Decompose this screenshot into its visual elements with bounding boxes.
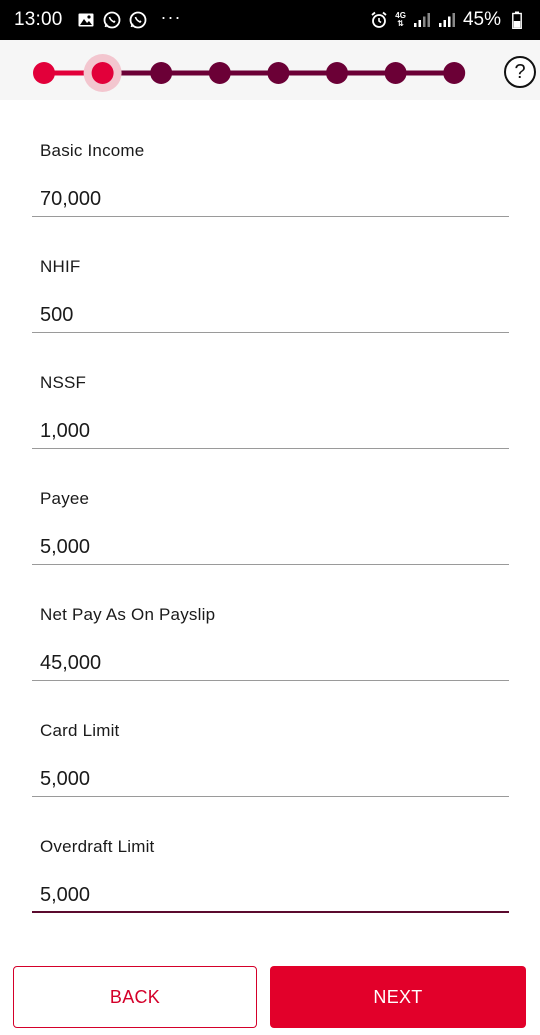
nssf-input[interactable] xyxy=(32,417,509,449)
overdraft-limit-field xyxy=(32,796,509,912)
battery-icon xyxy=(508,11,526,29)
status-bar xyxy=(0,0,540,40)
nssf-field xyxy=(32,332,509,448)
signal-icon xyxy=(413,11,431,29)
card-limit-label: Card Limit xyxy=(40,721,120,740)
status-time: 13:00 xyxy=(14,9,63,30)
whatsapp-icon xyxy=(129,11,147,29)
nssf-label: NSSF xyxy=(40,373,87,392)
alarm-icon xyxy=(370,11,388,29)
basic-income-input[interactable] xyxy=(32,185,509,217)
help-icon: ? xyxy=(514,60,526,83)
net-pay-field xyxy=(32,564,509,680)
signal-icon xyxy=(438,11,456,29)
nhif-field xyxy=(32,216,509,332)
card-limit-input[interactable] xyxy=(32,765,509,797)
help-button[interactable] xyxy=(504,56,536,88)
overdraft-limit-input[interactable] xyxy=(32,881,509,913)
next-button[interactable] xyxy=(270,966,526,1028)
stepper-dot-3 xyxy=(150,62,172,84)
stepper-dot-1 xyxy=(33,62,55,84)
payee-field xyxy=(32,448,509,564)
stepper-dot-4 xyxy=(209,62,231,84)
image-icon xyxy=(77,11,95,29)
more-notifications-icon: ··· xyxy=(160,6,182,27)
stepper-dot-5 xyxy=(267,62,289,84)
payee-label: Payee xyxy=(40,489,90,508)
next-button-label: NEXT xyxy=(373,986,423,1007)
basic-income-label: Basic Income xyxy=(40,141,145,160)
stepper-track xyxy=(0,40,500,100)
progress-stepper xyxy=(0,40,540,100)
stepper-dot-8 xyxy=(443,62,465,84)
back-button-label: BACK xyxy=(109,986,161,1007)
stepper-dot-6 xyxy=(326,62,348,84)
overdraft-limit-label: Overdraft Limit xyxy=(40,837,155,856)
nhif-input[interactable] xyxy=(32,301,509,333)
network-type-icon xyxy=(395,12,406,28)
stepper-dot-2 xyxy=(92,62,114,84)
net-pay-input[interactable] xyxy=(32,649,509,681)
network-type-label: 4G xyxy=(395,11,406,20)
net-pay-label: Net Pay As On Payslip xyxy=(40,605,216,624)
whatsapp-icon xyxy=(103,11,121,29)
battery-percent: 45% xyxy=(462,9,501,30)
back-button[interactable] xyxy=(13,966,257,1028)
payee-input[interactable] xyxy=(32,533,509,565)
data-arrows-icon: ⇅ xyxy=(397,19,404,28)
card-limit-field xyxy=(32,680,509,796)
basic-income-field xyxy=(32,100,509,216)
stepper-dot-7 xyxy=(385,62,407,84)
nhif-label: NHIF xyxy=(40,257,81,276)
